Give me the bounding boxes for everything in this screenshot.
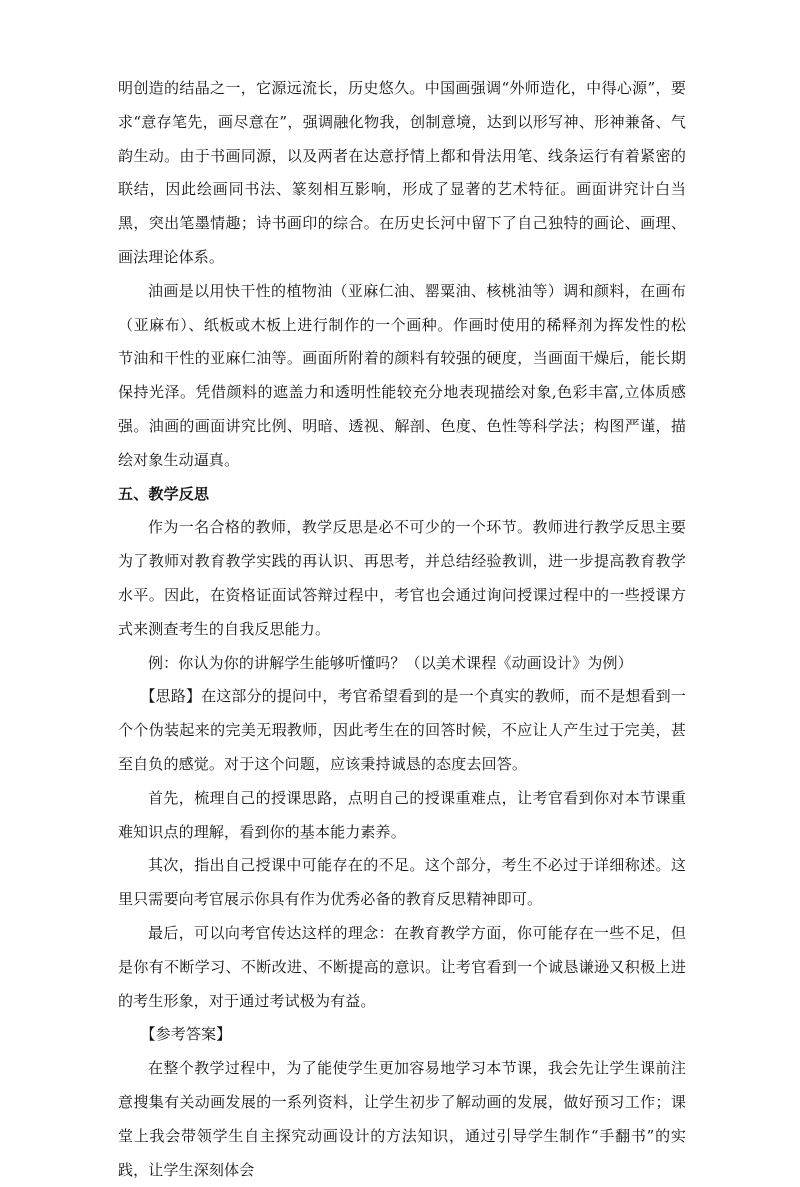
reference-answer-label: 【参考答案】 xyxy=(140,1025,232,1044)
section-heading-teaching-reflection: 五、教学反思 xyxy=(118,484,210,503)
idea-text: 在这部分的提问中，考官希望看到的是一个真实的教师，而不是想看到一个个伪装起来的完美无瑕教师，因此考生在的回答时候，不应让人产生过于完美，甚至自负的感觉。对于这个问题，应该秉持诚恳的态度去回答。 xyxy=(118,687,686,773)
paragraph-oil-painting: 油画是以用快干性的植物油（亚麻仁油、罂粟油、核桃油等）调和颜料，在画布（亚麻布）、纸板或木板上进行制作的一个画种。作画时使用的稀释剂为挥发性的松节油和干性的亚麻仁油等。画面所附着的颜料有较强的硬度，当画面干燥后，能长期保持光泽。凭借颜料的遮盖力和透明性能较充分地表现描绘对象,色彩丰富,立体质感强。油画的画面讲究比例、明暗、透视、解剖、色度、色性等科学法；构图严谨，描绘对象生动逼真。 xyxy=(118,281,686,469)
paragraph-reflection-intro: 作为一名合格的教师，教学反思是必不可少的一个环节。教师进行教学反思主要为了教师对教育教学实践的再认识、再思考，并总结经验教训，进一步提高教育教学水平。因此，在资格证面试答辩过程中，考官也会通过询问授课过程中的一些授课方式来测查考生的自我反思能力。 xyxy=(118,518,686,638)
paragraph-chinese-painting: 明创造的结晶之一，它源远流长，历史悠久。中国画强调“外师造化，中得心源”，要求“意存笔先，画尽意在”，强调融化物我，创制意境，达到以形写神、形神兼备、气韵生动。由于书画同源，以及两者在达意抒情上都和骨法用笔、线条运行有着紧密的联结，因此绘画同书法、篆刻相互影响，形成了显著的艺术特征。画面讲究计白当黑，突出笔墨情趣；诗书画印的综合。在历史长河中留下了自己独特的画论、画理、画法理论体系。 xyxy=(118,79,686,266)
document-body xyxy=(118,72,686,1187)
paragraph-last-step: 最后，可以向考官传达这样的理念：在教育教学方面，你可能存在一些不足，但是你有不断学习、不断改进、不断提高的意识。让考官看到一个诚恳谦逊又积极上进的考生形象，对于通过考试极为有益。 xyxy=(118,923,686,1010)
paragraph-idea xyxy=(118,680,686,781)
paragraph-example-question: 例：你认为你的讲解学生能够听懂吗？（以美术课程《动画设计》为例） xyxy=(148,653,633,672)
paragraph-first-step: 首先，梳理自己的授课思路，点明自己的授课重难点，让考官看到你对本节课重难知识点的理解，看到你的基本能力素养。 xyxy=(118,788,686,841)
paragraph-reference-answer: 在整个教学过程中，为了能使学生更加容易地学习本节课，我会先让学生课前注意搜集有关动画发展的一系列资料，让学生初步了解动画的发展，做好预习工作；课堂上我会带领学生自主探究动画设计的方法知识，通过引导学生制作“手翻书”的实践，让学生深刻体会 xyxy=(118,1059,686,1179)
paragraph-second-step: 其次，指出自己授课中可能存在的不足。这个部分，考生不必过于详细称述。这里只需要向考官展示你具有作为优秀必备的教育反思精神即可。 xyxy=(118,856,686,909)
idea-label: 【思路】 xyxy=(140,687,202,706)
